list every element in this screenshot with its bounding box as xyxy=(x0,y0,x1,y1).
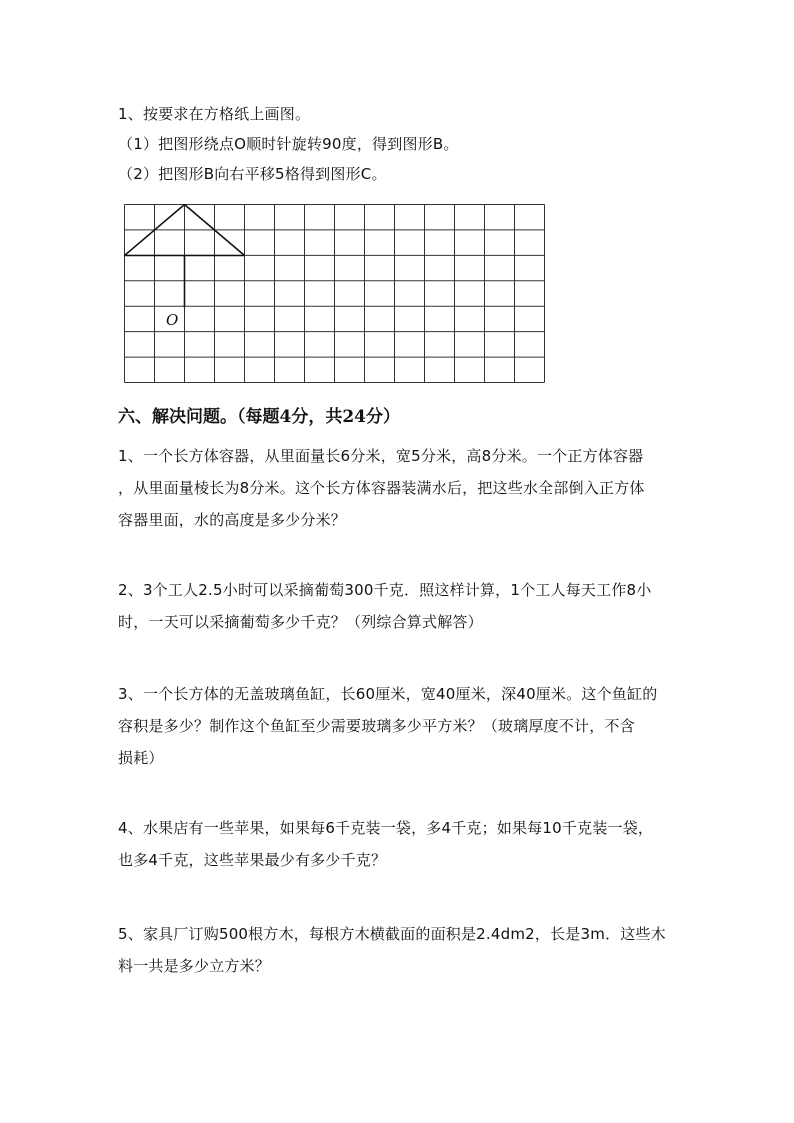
problem-4-line-2: 也多4千克，这些苹果最少有多少千克？ xyxy=(118,851,387,869)
problem-3-line-2: 容积是多少？制作这个鱼缸至少需要玻璃多少平方米？（玻璃厚度不计，不含 xyxy=(118,717,635,735)
problem-1-line-3: 容器里面，水的高度是多少分米？ xyxy=(118,511,347,529)
problem-3-line-1: 3、一个长方体的无盖玻璃鱼缸，长60厘米，宽40厘米，深40厘米。这个鱼缸的 xyxy=(118,685,658,703)
grid-lines xyxy=(125,205,545,383)
question-1-step-2: （2）把图形B向右平移5格得到图形C。 xyxy=(118,165,387,183)
problem-4-line-1: 4、水果店有一些苹果，如果每6千克装一袋，多4千克；如果每10千克装一袋， xyxy=(118,819,654,837)
problem-5-line-2: 料一共是多少立方米？ xyxy=(118,957,271,975)
problem-1-line-2: ，从里面量棱长为8分米。这个长方体容器装满水后，把这些水全部倒入正方体 xyxy=(118,479,645,497)
problem-5-line-1: 5、家具厂订购500根方木，每根方木横截面的面积是2.4dm2，长是3m．这些木 xyxy=(118,925,666,943)
grid-paper xyxy=(124,204,546,384)
problem-2-line-1: 2、3个工人2.5小时可以采摘葡萄300千克．照这样计算，1个工人每天工作8小 xyxy=(118,581,652,599)
problem-2-line-2: 时，一天可以采摘葡萄多少千克？（列综合算式解答） xyxy=(118,613,483,631)
question-1-title: 1、按要求在方格纸上画图。 xyxy=(118,105,311,123)
question-1-step-1: （1）把图形绕点O顺时针旋转90度，得到图形B。 xyxy=(118,135,459,153)
problem-1-line-1: 1、一个长方体容器，从里面量长6分米，宽5分米，高8分米。一个正方体容器 xyxy=(118,447,644,465)
problem-3-line-3: 损耗） xyxy=(118,749,164,767)
origin-point-label: O xyxy=(166,311,179,329)
grid-svg xyxy=(124,204,546,384)
section-6-heading: 六、解决问题。（每题4分，共24分） xyxy=(118,407,400,427)
